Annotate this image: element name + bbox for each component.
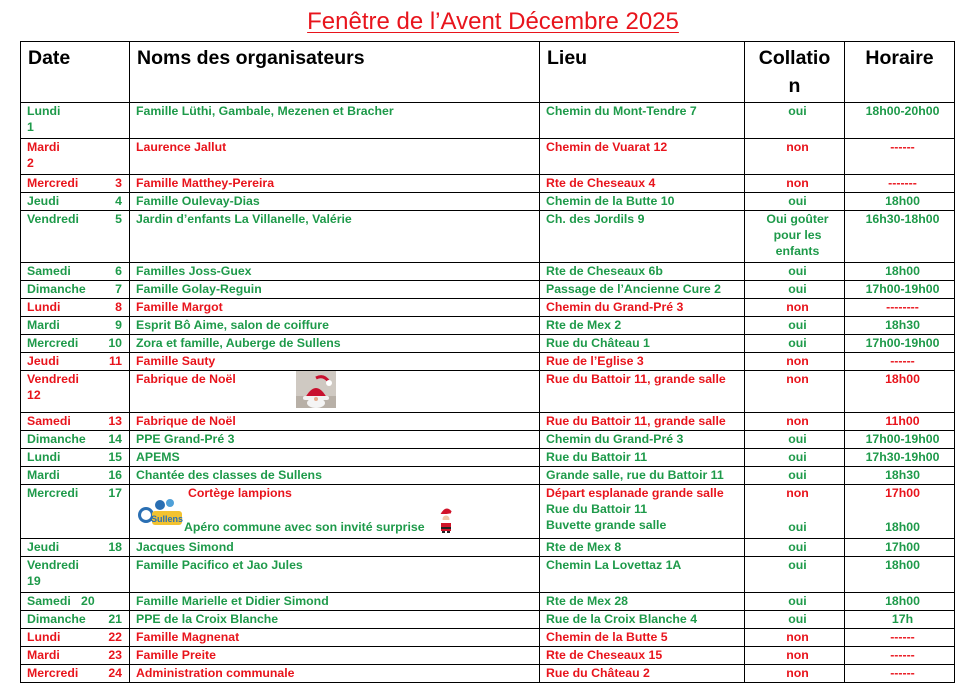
horaire-cell: 18h00	[845, 371, 955, 413]
collation-cell: oui	[745, 557, 845, 593]
lieu-cell: Rte de Mex 2	[540, 317, 745, 335]
lieu-cell: Chemin du Grand-Pré 3	[540, 299, 745, 317]
day-number: 24	[108, 666, 122, 680]
table-row	[21, 593, 955, 611]
header-date: Date	[21, 42, 130, 103]
day-name: Mardi	[27, 648, 60, 662]
lieu-cell: Rue du Battoir 11, grande salle	[540, 371, 745, 413]
day-number: 5	[115, 212, 122, 226]
organisateurs-cell: Famille Oulevay-Dias	[130, 193, 540, 211]
organisateurs-cell: Famille Preite	[130, 647, 540, 665]
day-number: 22	[108, 630, 122, 644]
header-horaire: Horaire	[845, 42, 955, 103]
lieu-cell: Chemin du Mont-Tendre 7	[540, 103, 745, 139]
lieu-buvette: Buvette grande salle	[546, 518, 667, 532]
day-name: Lundi	[27, 300, 61, 314]
horaire-cell: 17h30-19h00	[845, 449, 955, 467]
date-cell	[21, 611, 130, 629]
day-name: Lundi	[27, 104, 61, 118]
sullens-logo-icon	[136, 497, 184, 537]
header-collation: Collatio n	[745, 42, 845, 103]
date-cell	[21, 431, 130, 449]
table-row	[21, 431, 955, 449]
organisateurs-cell: Chantée des classes de Sullens	[130, 467, 540, 485]
day-name: Mardi	[27, 140, 60, 154]
day-name: Vendredi	[27, 372, 79, 386]
collation-cell: oui	[745, 449, 845, 467]
organisateurs-cell	[130, 485, 540, 539]
day-number: 13	[108, 414, 122, 428]
day-name: Samedi	[27, 414, 71, 428]
date-cell	[21, 263, 130, 281]
horaire-cortege: 17h00	[885, 486, 920, 500]
lieu-depart: Départ esplanade grande salle	[546, 486, 724, 500]
horaire-cell: 18h30	[845, 467, 955, 485]
date-cell	[21, 175, 130, 193]
horaire-cell: 18h00	[845, 593, 955, 611]
day-name: Mardi	[27, 468, 60, 482]
organisateurs-text: Fabrique de Noël	[136, 372, 236, 386]
advent-calendar-table	[20, 41, 955, 683]
table-row	[21, 211, 955, 263]
date-cell	[21, 449, 130, 467]
lieu-cell: Chemin de la Butte 10	[540, 193, 745, 211]
table-row	[21, 281, 955, 299]
day-number: 15	[108, 450, 122, 464]
day-number: 14	[108, 432, 122, 446]
date-cell	[21, 317, 130, 335]
day-name: Mardi	[27, 318, 60, 332]
lieu-cell: Passage de l’Ancienne Cure 2	[540, 281, 745, 299]
organisateurs-cell: Administration communale	[130, 665, 540, 683]
collation-cell: oui	[745, 539, 845, 557]
lieu-cell: Rue de l’Eglise 3	[540, 353, 745, 371]
horaire-cell: 18h30	[845, 317, 955, 335]
day-number: 12	[27, 388, 41, 402]
table-row	[21, 539, 955, 557]
day-name: Mercredi	[27, 176, 79, 190]
organisateurs-cell: Zora et famille, Auberge de Sullens	[130, 335, 540, 353]
lieu-cell: Chemin du Grand-Pré 3	[540, 431, 745, 449]
collation-cell: oui	[745, 467, 845, 485]
collation-cell: oui	[745, 263, 845, 281]
horaire-cell: ------	[845, 629, 955, 647]
table-row	[21, 103, 955, 139]
horaire-cell: 18h00	[845, 557, 955, 593]
day-number: 20	[81, 594, 95, 608]
horaire-cell	[845, 485, 955, 539]
day-name: Vendredi	[27, 558, 79, 572]
day-name: Mercredi	[27, 666, 79, 680]
organisateurs-cell: Famille Marielle et Didier Simond	[130, 593, 540, 611]
day-name: Dimanche	[27, 432, 86, 446]
table-row	[21, 611, 955, 629]
day-name: Mercredi	[27, 486, 79, 500]
table-row	[21, 175, 955, 193]
horaire-cell: 17h	[845, 611, 955, 629]
date-cell	[21, 557, 130, 593]
organisateurs-cell: Fabrique de Noël	[130, 413, 540, 431]
table-row	[21, 139, 955, 175]
day-number: 21	[108, 612, 122, 626]
table-row	[21, 317, 955, 335]
day-name: Lundi	[27, 450, 61, 464]
horaire-cell: 16h30-18h00	[845, 211, 955, 263]
horaire-cell: 17h00-19h00	[845, 281, 955, 299]
table-row	[21, 335, 955, 353]
day-number: 23	[108, 648, 122, 662]
lieu-cell: Rte de Cheseaux 4	[540, 175, 745, 193]
horaire-cell: 18h00-20h00	[845, 103, 955, 139]
organisateurs-cell: APEMS	[130, 449, 540, 467]
table-row	[21, 353, 955, 371]
lieu-cell: Ch. des Jordils 9	[540, 211, 745, 263]
organisateurs-cell: Familles Joss-Guex	[130, 263, 540, 281]
day-number: 19	[27, 574, 41, 588]
lieu-cell: Rue du Château 1	[540, 335, 745, 353]
collation-cell: non	[745, 371, 845, 413]
day-number: 10	[108, 336, 122, 350]
date-cell	[21, 413, 130, 431]
day-name: Mercredi	[27, 336, 79, 350]
date-cell	[21, 593, 130, 611]
organisateurs-cell: Jardin d’enfants La Villanelle, Valérie	[130, 211, 540, 263]
date-cell	[21, 467, 130, 485]
horaire-cell: 17h00	[845, 539, 955, 557]
day-number: 9	[115, 318, 122, 332]
header-row	[21, 42, 955, 103]
collation-apero: oui	[788, 520, 807, 534]
gnome-picture-icon	[296, 371, 336, 413]
horaire-cell: 17h00-19h00	[845, 335, 955, 353]
table-row	[21, 299, 955, 317]
collation-cell: non	[745, 629, 845, 647]
horaire-cell: 18h00	[845, 193, 955, 211]
lieu-cell: Rte de Cheseaux 6b	[540, 263, 745, 281]
table-row	[21, 263, 955, 281]
organisateurs-cell: Famille Matthey-Pereira	[130, 175, 540, 193]
table-row	[21, 485, 955, 539]
date-cell	[21, 371, 130, 413]
day-name: Jeudi	[27, 194, 60, 208]
collation-cell: non	[745, 665, 845, 683]
collation-cell: oui	[745, 593, 845, 611]
day-number: 3	[115, 176, 122, 190]
date-cell	[21, 629, 130, 647]
day-number: 6	[115, 264, 122, 278]
lieu-battoir: Rue du Battoir 11	[546, 502, 648, 516]
table-row	[21, 665, 955, 683]
organisateurs-cell: Famille Pacifico et Jao Jules	[130, 557, 540, 593]
table-row	[21, 557, 955, 593]
lieu-cell: Rte de Mex 8	[540, 539, 745, 557]
date-cell	[21, 665, 130, 683]
day-name: Dimanche	[27, 282, 86, 296]
date-cell	[21, 485, 130, 539]
organisateurs-cell: PPE Grand-Pré 3	[130, 431, 540, 449]
table-row	[21, 449, 955, 467]
collation-cell: oui	[745, 103, 845, 139]
horaire-cell: ------	[845, 353, 955, 371]
horaire-cell: 18h00	[845, 263, 955, 281]
spacer	[851, 501, 954, 519]
collation-cell: oui	[745, 611, 845, 629]
organisateurs-cell: Famille Magnenat	[130, 629, 540, 647]
table-row	[21, 647, 955, 665]
collation-cell: non	[745, 175, 845, 193]
lieu-cell	[540, 485, 745, 539]
horaire-cell: ------	[845, 647, 955, 665]
table-row	[21, 413, 955, 431]
day-number: 4	[115, 194, 122, 208]
day-number: 11	[109, 354, 122, 368]
collation-cell: oui	[745, 317, 845, 335]
santa-icon	[435, 505, 457, 537]
lieu-cell: Rue du Battoir 11, grande salle	[540, 413, 745, 431]
day-name: Jeudi	[27, 540, 60, 554]
organisateurs-cell	[130, 371, 540, 413]
lieu-cell: Chemin La Lovettaz 1A	[540, 557, 745, 593]
logo-text: Sullens	[150, 514, 184, 524]
collation-cell: oui	[745, 193, 845, 211]
day-name: Dimanche	[27, 612, 86, 626]
day-number: 1	[27, 120, 34, 134]
lieu-cell: Rte de Cheseaux 15	[540, 647, 745, 665]
date-cell	[21, 299, 130, 317]
table-row	[21, 371, 955, 413]
collation-cell: oui	[745, 335, 845, 353]
collation-cell: oui	[745, 281, 845, 299]
table-row	[21, 629, 955, 647]
organisateurs-cell: Laurence Jallut	[130, 139, 540, 175]
table-row	[21, 193, 955, 211]
apero-text: Apéro commune avec son invité surprise	[184, 520, 425, 534]
date-cell	[21, 281, 130, 299]
organisateurs-cell: Famille Margot	[130, 299, 540, 317]
date-cell	[21, 539, 130, 557]
apero-line	[136, 501, 539, 537]
horaire-cell: 17h00-19h00	[845, 431, 955, 449]
lieu-cell: Rue du Battoir 11	[540, 449, 745, 467]
date-cell	[21, 647, 130, 665]
horaire-apero: 18h00	[885, 520, 920, 534]
horaire-cell: ------	[845, 139, 955, 175]
cortege-text: Cortège lampions	[188, 486, 292, 500]
day-number: 17	[108, 486, 122, 500]
collation-cell: non	[745, 647, 845, 665]
table-row	[21, 467, 955, 485]
collation-cell: non	[745, 353, 845, 371]
date-cell	[21, 139, 130, 175]
collation-cell	[745, 485, 845, 539]
day-number: 16	[108, 468, 122, 482]
collation-cell: oui	[745, 431, 845, 449]
day-number: 8	[115, 300, 122, 314]
day-number: 2	[27, 156, 34, 170]
collation-cell: non	[745, 139, 845, 175]
lieu-cell: Chemin de Vuarat 12	[540, 139, 745, 175]
organisateurs-cell: Famille Sauty	[130, 353, 540, 371]
collation-cell: Oui goûter pour les enfants	[745, 211, 845, 263]
horaire-cell: 11h00	[845, 413, 955, 431]
horaire-cell: ------	[845, 665, 955, 683]
day-name: Vendredi	[27, 212, 79, 226]
horaire-cell: --------	[845, 299, 955, 317]
header-lieu: Lieu	[540, 42, 745, 103]
date-cell	[21, 211, 130, 263]
organisateurs-cell: Famille Golay-Reguin	[130, 281, 540, 299]
collation-cortege: non	[786, 486, 809, 500]
day-name: Samedi	[27, 264, 71, 278]
page-title: Fenêtre de l’Avent Décembre 2025	[307, 8, 679, 35]
date-cell	[21, 193, 130, 211]
collation-cell: non	[745, 299, 845, 317]
organisateurs-cell: PPE de la Croix Blanche	[130, 611, 540, 629]
day-name: Samedi	[27, 594, 71, 608]
collation-cell: non	[745, 413, 845, 431]
date-cell	[21, 103, 130, 139]
organisateurs-cell: Esprit Bô Aime, salon de coiffure	[130, 317, 540, 335]
date-cell	[21, 335, 130, 353]
spacer	[751, 501, 844, 519]
lieu-cell: Rue de la Croix Blanche 4	[540, 611, 745, 629]
lieu-cell: Rte de Mex 28	[540, 593, 745, 611]
day-name: Lundi	[27, 630, 61, 644]
lieu-cell: Rue du Château 2	[540, 665, 745, 683]
lieu-cell: Grande salle, rue du Battoir 11	[540, 467, 745, 485]
header-organisateurs: Noms des organisateurs	[130, 42, 540, 103]
date-cell	[21, 353, 130, 371]
day-number: 18	[108, 540, 122, 554]
horaire-cell: -------	[845, 175, 955, 193]
day-name: Jeudi	[27, 354, 60, 368]
organisateurs-cell: Famille Lüthi, Gambale, Mezenen et Bracher	[130, 103, 540, 139]
lieu-cell: Chemin de la Butte 5	[540, 629, 745, 647]
day-number: 7	[115, 282, 122, 296]
organisateurs-cell: Jacques Simond	[130, 539, 540, 557]
